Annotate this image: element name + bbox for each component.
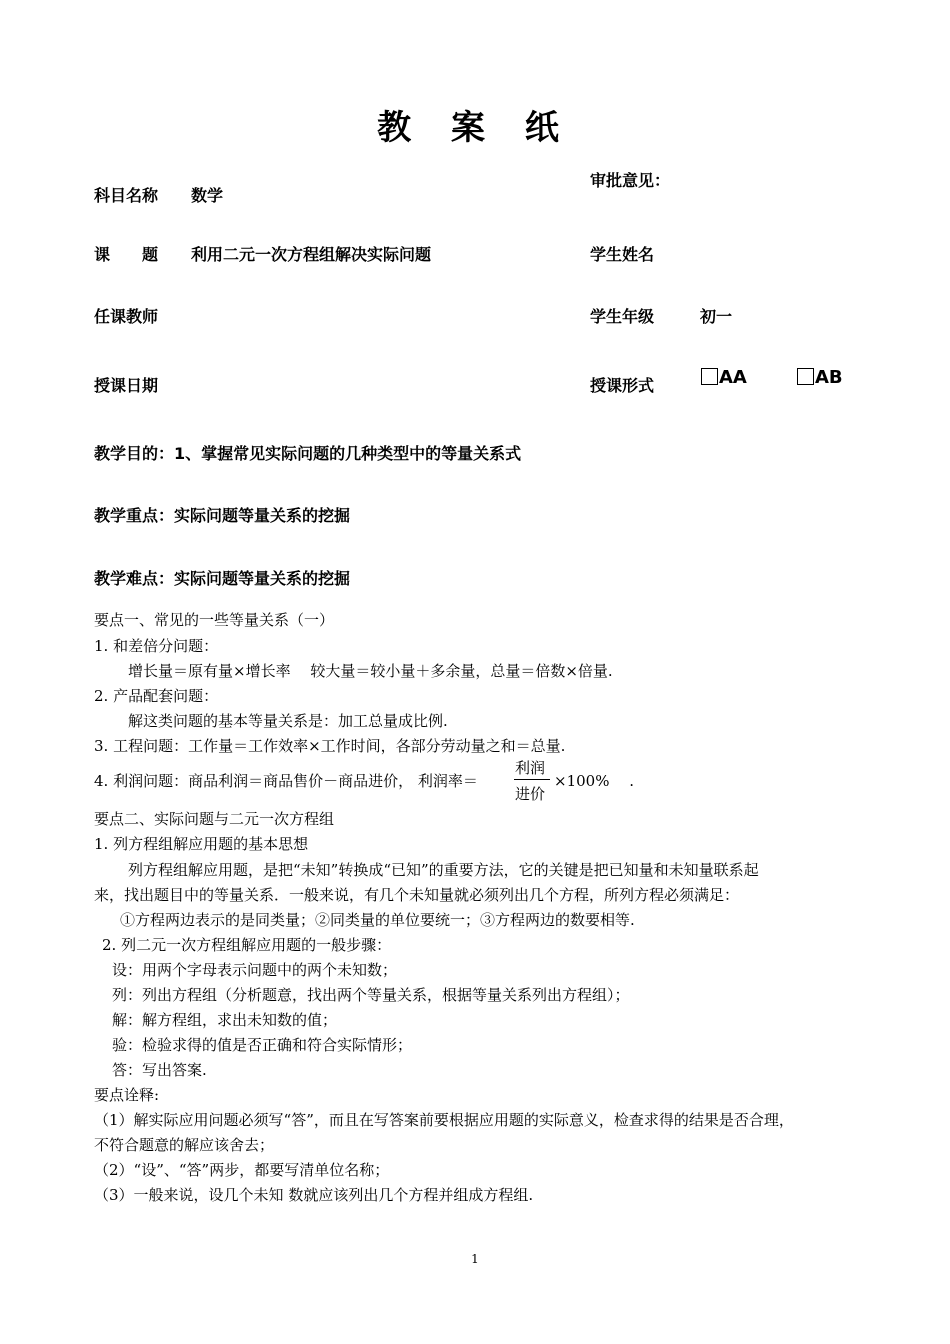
topic-label: 课 题: [94, 245, 159, 264]
fraction-numerator: 利润: [515, 759, 546, 777]
note2: （2）“设”、“答”两步，都要写清单位名称；: [94, 1161, 390, 1179]
teaching-difficulty: 教学难点：实际问题等量关系的挖掘: [94, 569, 351, 588]
subject-label: 科目名称: [94, 186, 159, 205]
s2-item1-title: 1. 列方程组解应用题的基本思想: [94, 835, 309, 853]
fraction-denominator: 进价: [515, 785, 546, 803]
note3: （3）一般来说，设几个未知 数就应该列出几个方程并组成方程组.: [94, 1186, 534, 1204]
fraction-bar: [514, 779, 550, 780]
item4-suffix: ×100% .: [554, 772, 634, 790]
topic-value: 利用二元一次方程组解决实际问题: [191, 245, 432, 264]
form-label: 授课形式: [590, 376, 655, 395]
teaching-key-point: 教学重点：实际问题等量关系的挖掘: [94, 506, 351, 525]
checkbox-icon[interactable]: [701, 368, 718, 385]
form-option-ab-label: AB: [815, 367, 843, 388]
section2-title: 要点二、实际问题与二元一次方程组: [94, 810, 335, 828]
grade-value: 初一: [700, 307, 733, 326]
form-option-ab[interactable]: [797, 367, 843, 388]
item4-text: 4. 利润问题：商品利润＝商品售价－商品进价， 利润率＝: [94, 772, 478, 790]
s2-item2-title: 2. 列二元一次方程组解应用题的一般步骤：: [102, 936, 392, 954]
date-label: 授课日期: [94, 376, 159, 395]
form-option-aa-label: AA: [719, 367, 747, 388]
item2-title: 2. 产品配套问题：: [94, 687, 219, 705]
step-answer: 答：写出答案.: [112, 1061, 207, 1079]
page-number: 1: [471, 1252, 479, 1266]
section1-title: 要点一、常见的一些等量关系（一）: [94, 611, 335, 629]
note1-line1: （1）解实际应用问题必须写“答”，而且在写答案前要根据应用题的实际意义，检查求得的结果是否合理，: [94, 1111, 794, 1129]
item1-title: 1. 和差倍分问题：: [94, 637, 219, 655]
checkbox-icon[interactable]: [797, 368, 814, 385]
s2-item1-line2: 来，找出题目中的等量关系．一般来说，有几个未知量就必须列出几个方程，所列方程必须满足：: [94, 886, 740, 904]
note1-line2: 不符合题意的解应该舍去；: [94, 1136, 275, 1154]
notes-title: 要点诠释:: [94, 1086, 160, 1104]
form-option-aa[interactable]: [701, 367, 747, 388]
s2-item1-line3: ①方程两边表示的是同类量；②同类量的单位要统一；③方程两边的数要相等.: [120, 911, 635, 929]
item1-text: 增长量＝原有量×增长率 较大量＝较小量＋多余量，总量＝倍数×倍量.: [128, 662, 613, 680]
step-set: 设：用两个字母表示问题中的两个未知数；: [112, 961, 398, 979]
teacher-label: 任课教师: [94, 307, 159, 326]
step-solve: 解：解方程组，求出未知数的值；: [112, 1011, 338, 1029]
approval-label: 审批意见：: [590, 171, 671, 190]
grade-label: 学生年级: [590, 307, 655, 326]
step-list: 列：列出方程组（分析题意，找出两个等量关系，根据等量关系列出方程组）；: [112, 986, 630, 1004]
subject-value: 数学: [191, 186, 224, 205]
item2-text: 解这类问题的基本等量关系是：加工总量成比例.: [128, 712, 448, 730]
item3-text: 3. 工程问题：工作量＝工作效率×工作时间，各部分劳动量之和＝总量.: [94, 737, 566, 755]
page-title: 教 案 纸: [377, 108, 573, 148]
step-check: 验：检验求得的值是否正确和符合实际情形；: [112, 1036, 413, 1054]
student-name-label: 学生姓名: [590, 245, 655, 264]
teaching-purpose: 教学目的：1、掌握常见实际问题的几种类型中的等量关系式: [94, 444, 522, 463]
s2-item1-line1: 列方程组解应用题，是把“未知”转换成“已知”的重要方法，它的关键是把已知量和未知量联系起: [128, 861, 759, 879]
